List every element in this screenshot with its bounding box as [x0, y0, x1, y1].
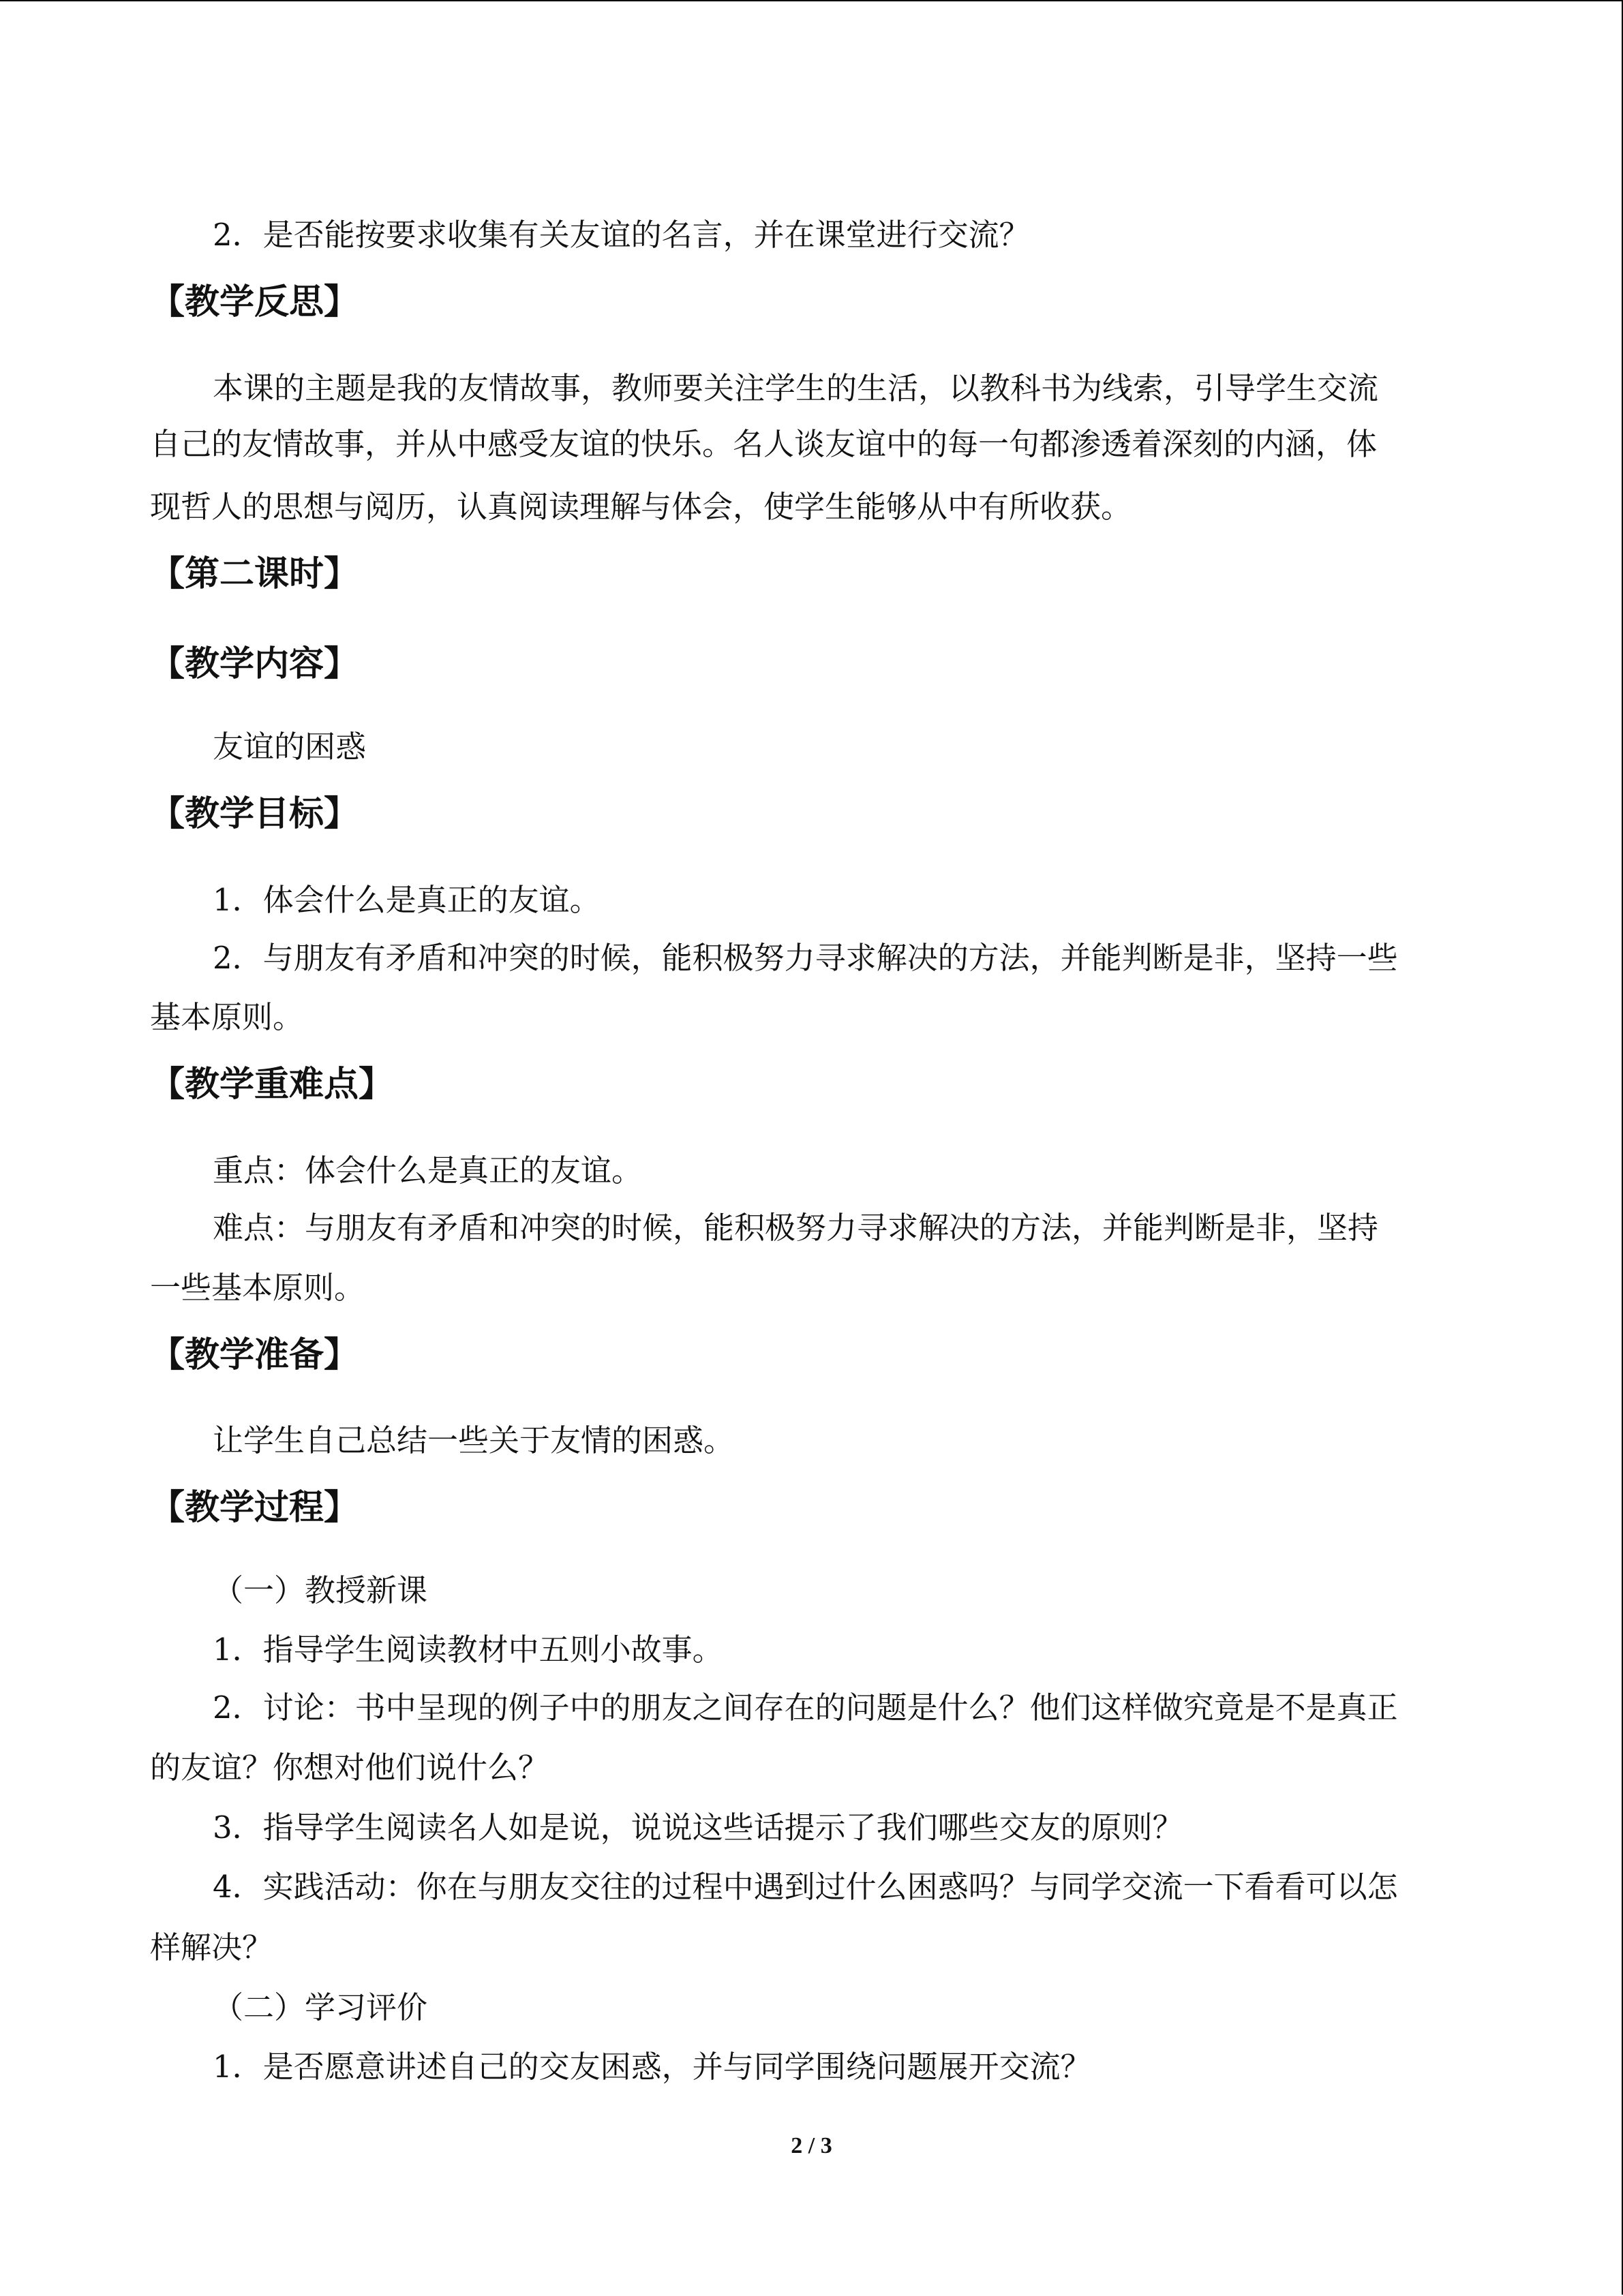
page-content [0, 1, 1623, 2296]
section-heading: 【教学过程】 [150, 1488, 359, 1528]
section-heading: 【教学准备】 [150, 1335, 359, 1375]
section-heading: 【教学重难点】 [150, 1065, 394, 1105]
text-line: 样解决？ [150, 1929, 273, 1965]
text-line: 难点：与朋友有矛盾和冲突的时候，能积极努力寻求解决的方法，并能判断是非，坚持 [213, 1210, 1379, 1246]
text-line: 1．指导学生阅读教材中五则小故事。 [213, 1632, 723, 1668]
page-number: 2 / 3 [791, 2133, 832, 2158]
text-line: 一些基本原则。 [150, 1270, 365, 1306]
text-line: 1．体会什么是真正的友谊。 [213, 882, 601, 918]
text-line: 2．与朋友有矛盾和冲突的时候，能积极努力寻求解决的方法，并能判断是非，坚持一些 [213, 940, 1398, 976]
text-line: 让学生自己总结一些关于友情的困惑。 [213, 1422, 735, 1458]
text-line: （一）教授新课 [213, 1572, 428, 1608]
section-heading: 【教学反思】 [150, 282, 359, 322]
text-line: 基本原则。 [150, 999, 304, 1035]
text-line: 友谊的困惑 [213, 729, 367, 765]
text-line: 3．指导学生阅读名人如是说，说说这些话提示了我们哪些交友的原则？ [213, 1809, 1183, 1846]
section-heading: 【教学目标】 [150, 794, 359, 834]
text-line: 2．讨论：书中呈现的例子中的朋友之间存在的问题是什么？他们这样做究竟是不是真正 [213, 1689, 1398, 1726]
text-line: 现哲人的思想与阅历，认真阅读理解与体会，使学生能够从中有所收获。 [150, 489, 1132, 525]
text-line: 自己的友情故事，并从中感受友谊的快乐。名人谈友谊中的每一句都渗透着深刻的内涵，体 [150, 426, 1378, 462]
text-line: 重点：体会什么是真正的友谊。 [213, 1152, 643, 1189]
section-heading: 【第二课时】 [150, 554, 359, 594]
text-line: 1．是否愿意讲述自己的交友困惑，并与同学围绕问题展开交流？ [213, 2049, 1091, 2085]
text-line: 的友谊？你想对他们说什么？ [150, 1749, 549, 1786]
text-line: 4．实践活动：你在与朋友交往的过程中遇到过什么困惑吗？与同学交流一下看看可以怎 [213, 1869, 1398, 1905]
text-line: 本课的主题是我的友情故事，教师要关注学生的生活，以教科书为线索，引导学生交流 [213, 370, 1379, 406]
text-line: 2．是否能按要求收集有关友谊的名言，并在课堂进行交流？ [213, 217, 1030, 253]
text-line: （二）学习评价 [213, 1989, 428, 2025]
section-heading: 【教学内容】 [150, 644, 359, 684]
